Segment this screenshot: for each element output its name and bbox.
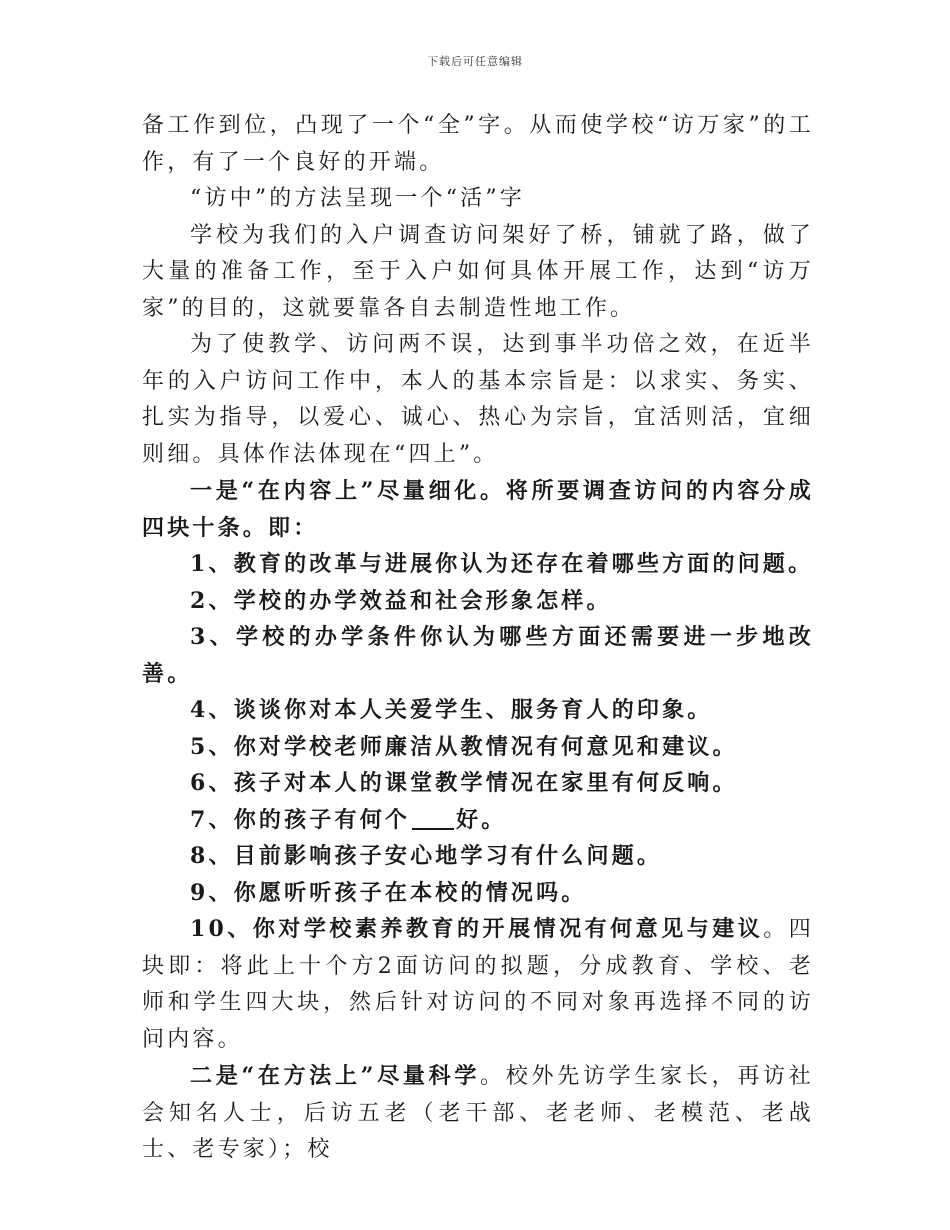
bold-lead: 二是“在方法上”尽量科学 [190,1063,481,1089]
bold-lead: 10、你对学校素养教育的开展情况有何意见与建议 [190,916,764,942]
paragraph: 备工作到位，凸现了一个“全”字。从而使学校“访万家”的工作，有了一个良好的开端。 [142,113,814,175]
page-header: 下载后可任意编辑 [427,55,523,68]
bold-paragraph: 一是“在内容上”尽量细化。将所要调查访问的内容分成四块十条。即： [142,478,814,541]
paragraph-text: 。四块即：将此上十个方2面访问的拟题，分成教育、学校、老师和学生四大块，然后针对访问的不同对象再选择不同的访问内容。 [142,917,815,1052]
paragraph-text: 。校外先访学生家长，再访社会知名人士，后访五老（老干部、老老师、老模范、老战士、老专家）；校 [142,1064,814,1162]
fill-in-blank [412,808,454,830]
list-item: 1、教育的改革与进展你认为还存在着哪些方面的问题。 [190,551,814,577]
paragraph: 为了使教学、访问两不误，达到事半功倍之效，在近半年的入户访问工作中，本人的基本宗旨是：以求实、务实、扎实为指导，以爱心、诚心、热心为宗旨，宜活则活，宜细则细。具体作法体现在“四上”。 [142,332,814,467]
section-heading: “访中”的方法呈现一个“活”字 [190,186,525,211]
list-item: 2、学校的办学效益和社会形象怎样。 [190,587,612,614]
paragraph [142,1058,814,1169]
list-item: 6、孩子对本人的课堂教学情况在家里有何反响。 [190,770,738,796]
list-item: 3、学校的办学条件你认为哪些方面还需要进一步地改善。 [142,624,814,687]
list-item-text: 7、你的孩子有何个 [190,806,411,833]
document-body [142,108,814,1169]
list-item: 9、你愿听听孩子在本校的情况吗。 [190,879,587,906]
paragraph: 学校为我们的入户调查访问架好了桥，铺就了路，做了大量的准备工作，至于入户如何具体开展工作，达到“访万家”的目的，这就要靠各自去制造性地工作。 [142,222,814,321]
list-item-text: 好。 [456,806,507,833]
list-item [142,802,814,839]
list-item: 5、你对学校老师廉洁从教情况有何意见和建议。 [190,733,738,760]
list-item: 4、谈谈你对本人关爱学生、服务育人的印象。 [190,697,713,723]
paragraph [142,911,814,1058]
list-item: 8、目前影响孩子安心地学习有什么问题。 [190,843,663,869]
